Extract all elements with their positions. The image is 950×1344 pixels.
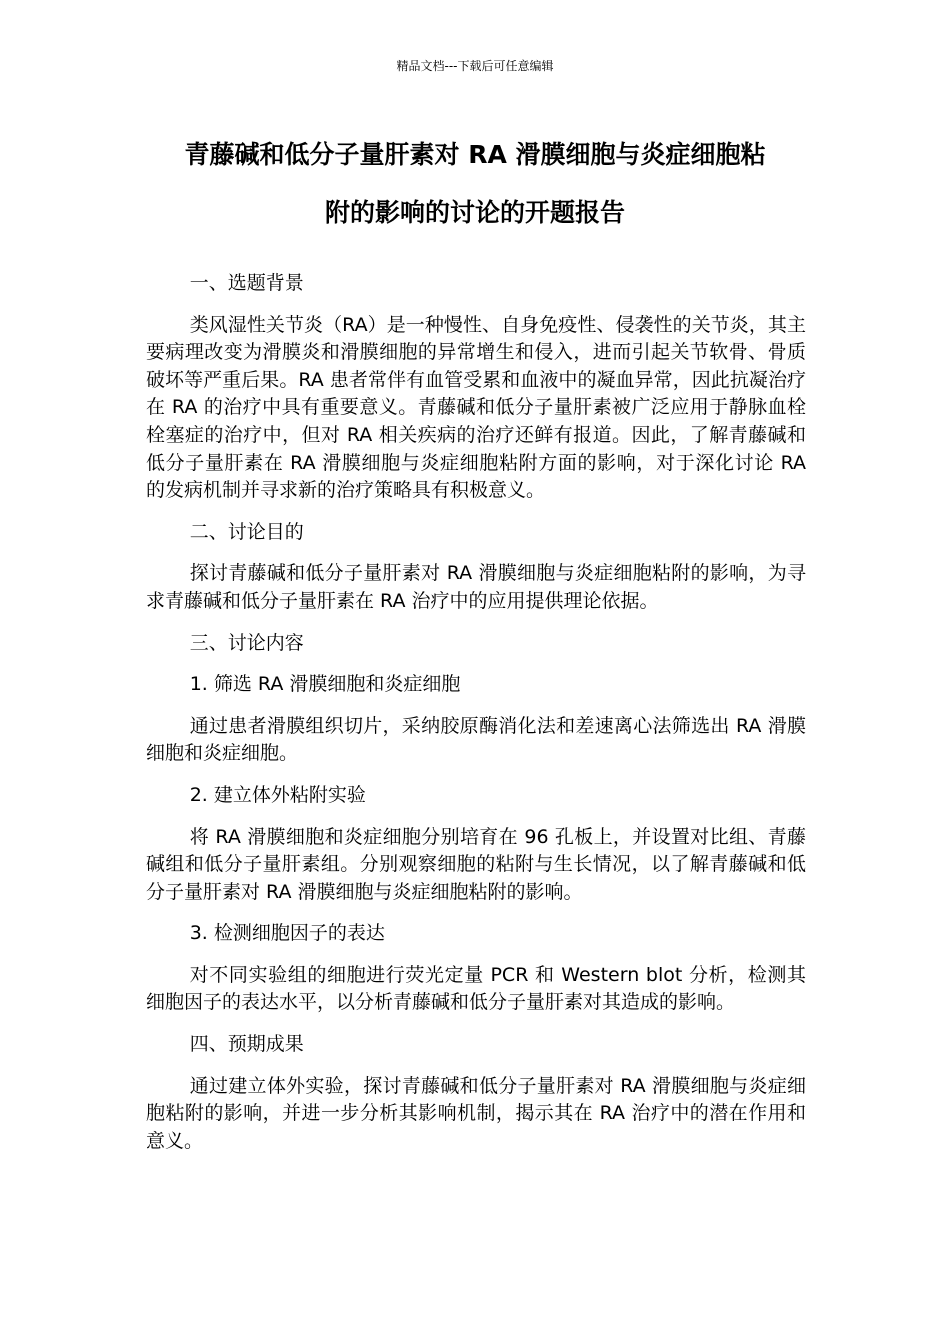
section-3-item-1-paragraph: 通过患者滑膜组织切片，采纳胶原酶消化法和差速离心法筛选出 RA 滑膜细胞和炎症细胞。 [146,714,806,765]
section-3-heading: 三、讨论内容 [189,631,304,654]
section-1-paragraph: 类风湿性关节炎（RA）是一种慢性、自身免疫性、侵袭性的关节炎，其主要病理改变为滑膜炎和滑膜细胞的异常增生和侵入，进而引起关节软骨、骨质破坏等严重后果。RA 患者常伴有血管受累和血液中的凝血异常，因此抗凝治疗在 RA 的治疗中具有重要意义。青藤碱和低分子量肝素被广泛应用于静脉血栓栓塞症的治疗中，但对 RA 相关疾病的治疗还鲜有报道。因此，了解青藤碱和低分子量肝素在 RA 滑膜细胞与炎症细胞粘附方面的影响，对于深化讨论 RA 的发病机制并寻求新的治疗策略具有积极意义。 [146,313,806,502]
section-2-paragraph: 探讨青藤碱和低分子量肝素对 RA 滑膜细胞与炎症细胞粘附的影响，为寻求青藤碱和低分子量肝素在 RA 治疗中的应用提供理论依据。 [146,562,806,612]
title-line-1: 青藤碱和低分子量肝素对 RA 滑膜细胞与炎症细胞粘 [184,140,766,169]
section-4-heading: 四、预期成果 [189,1033,304,1056]
title-line-2: 附的影响的讨论的开题报告 [324,198,625,227]
document-body [146,270,806,1169]
section-3-item-3-heading: 3. 检测细胞因子的表达 [189,922,385,945]
section-3-item-2-paragraph: 将 RA 滑膜细胞和炎症细胞分别培育在 96 孔板上，并设置对比组、青藤碱组和低分子量肝素组。分别观察细胞的粘附与生长情况，以了解青藤碱和低分子量肝素对 RA 滑膜细胞与炎症细胞粘附的影响。 [146,825,806,903]
section-3-item-3-paragraph: 对不同实验组的细胞进行荧光定量 PCR 和 Western blot 分析，检测其细胞因子的表达水平，以分析青藤碱和低分子量肝素对其造成的影响。 [146,963,806,1014]
section-1-heading: 一、选题背景 [189,272,304,294]
section-3-item-2-heading: 2. 建立体外粘附实验 [189,783,366,806]
section-2-heading: 二、讨论目的 [189,520,304,543]
page-header: 精品文档---下载后可任意编辑 [396,59,554,73]
section-4-paragraph: 通过建立体外实验，探讨青藤碱和低分子量肝素对 RA 滑膜细胞与炎症细胞粘附的影响，并进一步分析其影响机制，揭示其在 RA 治疗中的潜在作用和意义。 [146,1074,806,1152]
section-3-item-1-heading: 1. 筛选 RA 滑膜细胞和炎症细胞 [189,673,461,696]
